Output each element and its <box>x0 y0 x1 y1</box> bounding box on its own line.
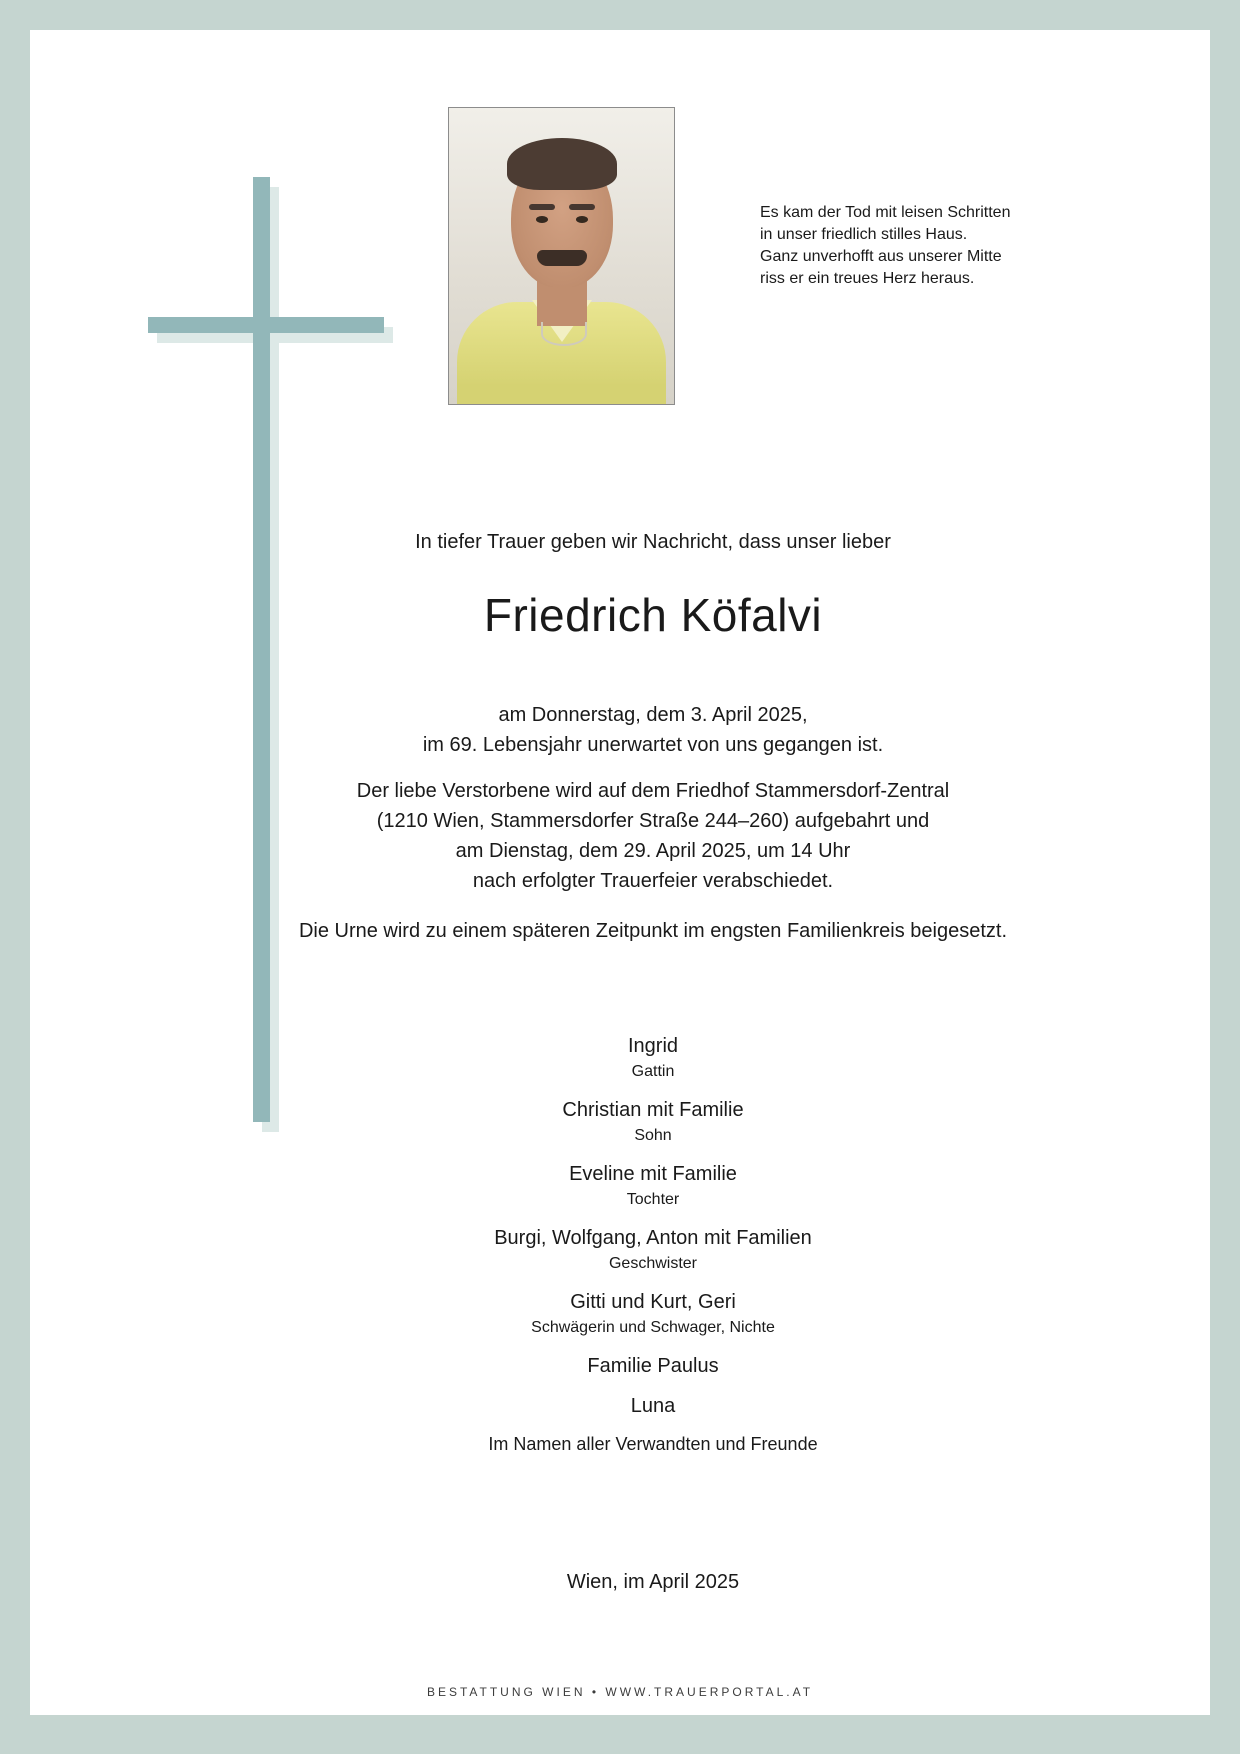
poem-line: Es kam der Tod mit leisen Schritten <box>760 204 1011 221</box>
mourner-entry <box>96 1352 1210 1380</box>
mourner-relation: Schwägerin und Schwager, Nichte <box>531 1319 775 1336</box>
mourner-names: Gitti und Kurt, Geri <box>570 1291 736 1313</box>
mourner-entry <box>96 1032 1210 1084</box>
death-line: am Donnerstag, dem 3. April 2025, <box>498 704 808 726</box>
poem-line: riss er ein treues Herz heraus. <box>760 270 975 287</box>
mourner-entry <box>96 1160 1210 1212</box>
mourner-names: Eveline mit Familie <box>569 1163 737 1185</box>
mourner-entry <box>96 1096 1210 1148</box>
death-line: im 69. Lebensjahr unerwartet von uns gegangen ist. <box>422 734 884 756</box>
notice-card <box>30 30 1210 1715</box>
funeral-line: (1210 Wien, Stammersdorfer Straße 244–260) aufgebahrt und <box>376 810 930 832</box>
mourner-entry <box>96 1224 1210 1276</box>
funeral-line: am Dienstag, dem 29. April 2025, um 14 Uhr <box>455 840 851 862</box>
mourner-relation: Tochter <box>626 1191 680 1208</box>
poem-line: Ganz unverhofft aus unserer Mitte <box>760 248 1002 265</box>
place-date-line: Wien, im April 2025 <box>566 1571 740 1593</box>
mourner-relation: Gattin <box>631 1063 675 1080</box>
mourner-names: Familie Paulus <box>587 1355 719 1377</box>
mourner-relation: Geschwister <box>608 1255 698 1272</box>
mourner-names: Luna <box>630 1395 676 1417</box>
funeral-line: nach erfolgter Trauerfeier verabschiedet. <box>472 870 834 892</box>
mourner-entry <box>96 1392 1210 1420</box>
mourner-relation: Sohn <box>634 1127 672 1144</box>
mourner-names: Burgi, Wolfgang, Anton mit Familien <box>494 1227 812 1249</box>
announcement-intro: In tiefer Trauer geben wir Nachricht, dass unser lieber <box>415 531 891 553</box>
mourner-names: Ingrid <box>627 1035 679 1057</box>
urn-notice: Die Urne wird zu einem späteren Zeitpunkt im engsten Familienkreis beigesetzt. <box>298 920 1008 942</box>
poem-line: in unser friedlich stilles Haus. <box>760 226 968 243</box>
mourner-names: Christian mit Familie <box>562 1099 744 1121</box>
funeral-details <box>96 776 1210 896</box>
funeral-line: Der liebe Verstorbene wird auf dem Friedhof Stammersdorf-Zentral <box>356 780 950 802</box>
mourners-list <box>96 1032 1210 1420</box>
mourner-entry <box>96 1288 1210 1340</box>
funeral-home-footer: BESTATTUNG WIEN • WWW.TRAUERPORTAL.AT <box>426 1685 814 1699</box>
closing-line: Im Namen aller Verwandten und Freunde <box>488 1434 818 1454</box>
announcement-body <box>96 30 1210 1596</box>
death-details <box>96 700 1210 760</box>
deceased-name: Friedrich Köfalvi <box>483 589 823 641</box>
